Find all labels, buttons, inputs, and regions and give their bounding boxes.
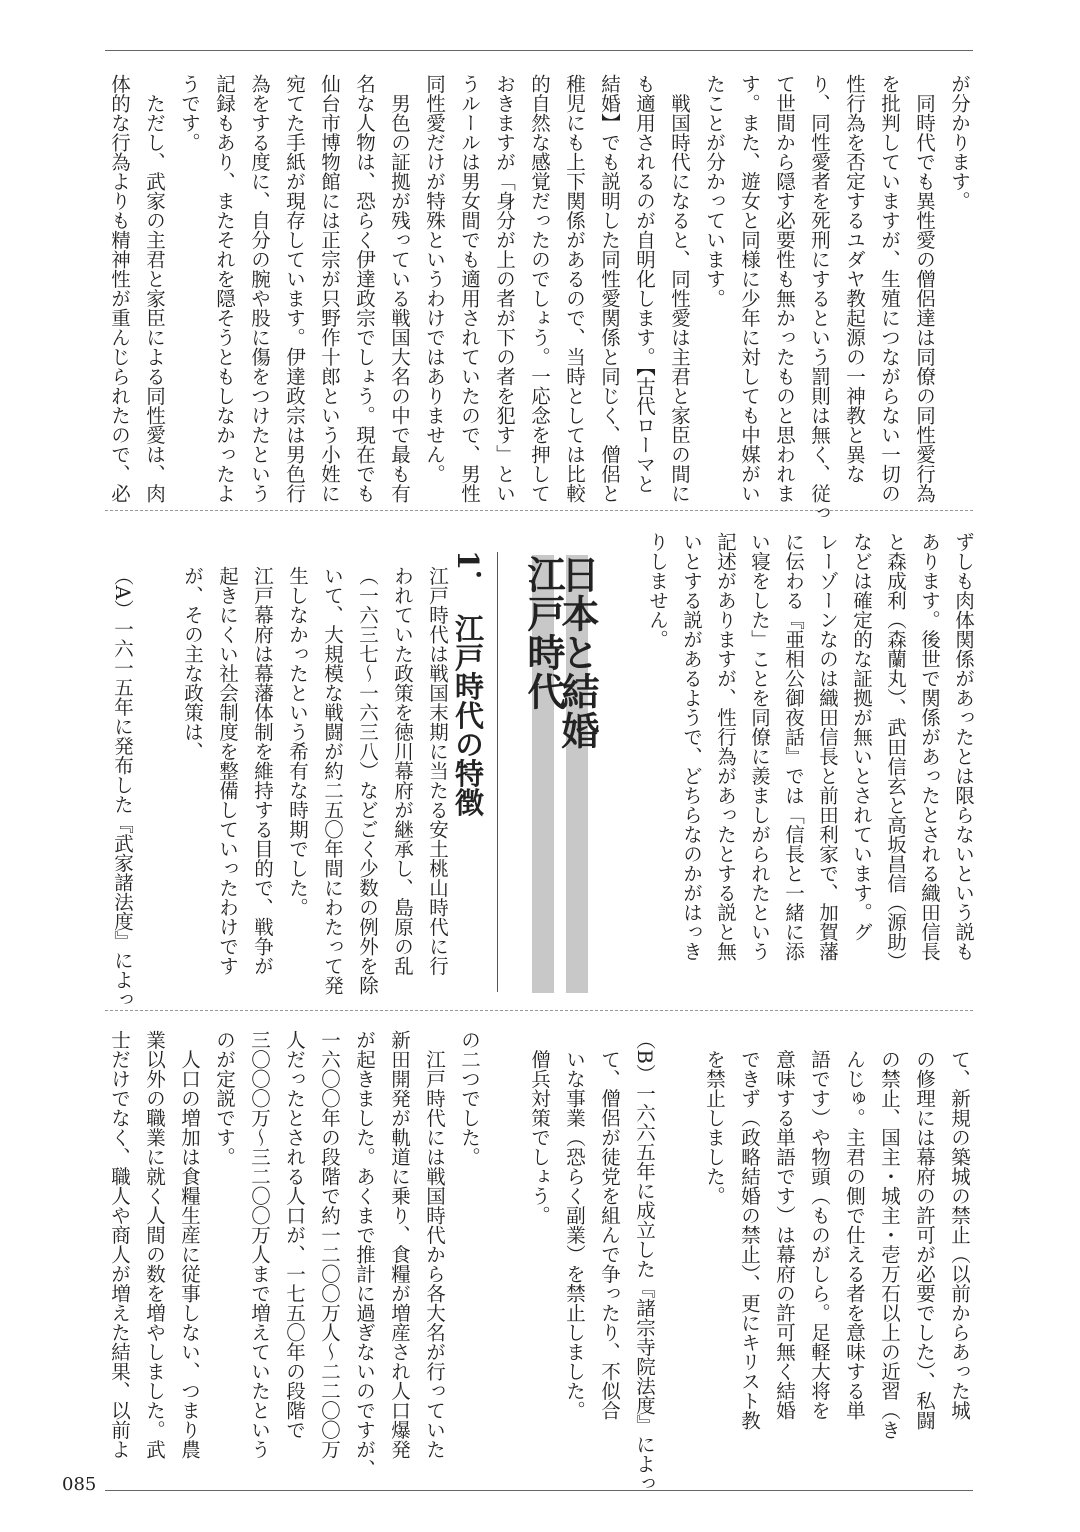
top-text-block — [107, 74, 977, 523]
top-rule — [105, 50, 973, 51]
text-column: などは確定的な証拠が無いとされています。グ — [850, 532, 873, 942]
text-column: と森成利（森蘭丸）、武田信玄と高坂昌信（源助） — [884, 532, 907, 971]
text-column: 業以外の職業に就く人間の数を増やしました。武 — [143, 1030, 166, 1459]
text-column: 三〇〇〇万～三二〇〇万人まで増えていたという — [248, 1030, 271, 1459]
text-column: いとする説があるようで、どちらなのかがはっき — [680, 532, 703, 961]
text-column: が、その主な政策は、 — [181, 566, 204, 761]
bottom-text-block — [107, 1030, 977, 1493]
text-column: 意味する単語です）は幕府の許可無く結婚 — [773, 1030, 796, 1420]
text-column: を批判していますが、生殖につながらない一切の — [878, 74, 901, 503]
text-column: （B）一六六五年に成立した『諸宗寺院法度』によっ — [633, 1030, 656, 1493]
text-column: 仙台市博物館には正宗が只野作十郎という小姓に — [318, 74, 341, 503]
text-column: 僧兵対策でしょう。 — [528, 1030, 551, 1225]
text-column: が分かります。 — [948, 74, 971, 211]
chapter-title-line-1: 日本と結婚 — [555, 555, 600, 750]
page-number: 085 — [62, 1474, 97, 1495]
text-column: の二つでした。 — [458, 1030, 481, 1167]
text-column: す。また、遊女と同様に少年に対しても中媒がい — [738, 74, 761, 503]
middle-text-block-after — [110, 566, 455, 1010]
text-column: あります。後世で関係があったとされる織田信長 — [918, 532, 941, 961]
text-column: いて、大規模な戦闘が約二五〇年間にわたって発 — [321, 566, 344, 995]
text-column: 人口の増加は食糧生産に従事しない、つまり農 — [178, 1030, 201, 1459]
text-column: 戦国時代になると、同性愛は主君と家臣の間に — [668, 74, 691, 503]
text-column: ずしも肉体関係があったとは限らないという説も — [952, 532, 975, 961]
text-column: りしません。 — [646, 532, 669, 649]
text-column: たことが分かっています。 — [703, 74, 726, 308]
text-column: 人だったとされる人口が、一七五〇年の段階で — [283, 1030, 306, 1440]
text-column: い寝をした」ことを同僚に羨ましがられたという — [748, 532, 771, 961]
chapter-title-line-2: 江戸時代 — [521, 555, 566, 711]
section-divider-2 — [105, 1010, 973, 1011]
text-column: いな事業（恐らく副業）を禁止しました。 — [563, 1030, 586, 1420]
text-column: （A）一六一五年に発布した『武家諸法度』によっ — [111, 566, 134, 1010]
text-column: （一六三七～一六三八）などごく少数の例外を除 — [356, 566, 379, 995]
text-column: 名な人物は、恐らく伊達政宗でしょう。現在でも — [353, 74, 376, 503]
section-heading: 1． 江戸時代の特徴 — [451, 550, 485, 817]
text-column: 稚児にも上下関係があるので、当時としては比較 — [563, 74, 586, 503]
text-column: できず（政略結婚の禁止）、更にキリスト教 — [738, 1030, 761, 1430]
text-column: 体的な行為よりも精神性が重んじられたので、必 — [108, 74, 131, 503]
text-column: に伝わる『亜相公御夜話』では「信長と一緒に添 — [782, 532, 805, 961]
text-column: 宛てた手紙が現存しています。伊達政宗は男色行 — [283, 74, 306, 503]
text-column: 同性愛だけが特殊というわけではありません。 — [423, 74, 446, 484]
heading-rule — [497, 552, 498, 992]
text-column: 性行為を否定するユダヤ教起源の一神教と異な — [843, 74, 866, 484]
text-column: り、同性愛者を死刑にするという罰則は無く、従っ — [808, 74, 831, 523]
text-column: が起きました。あくまで推計に過ぎないのですが、 — [353, 1030, 376, 1479]
text-column: んじゅ。主君の側で仕える者を意味する単 — [843, 1030, 866, 1420]
text-column: の修理には幕府の許可が必要でした）、私闘 — [913, 1030, 936, 1430]
text-column — [487, 1030, 522, 1490]
text-column: のが定説です。 — [213, 1030, 236, 1167]
bottom-rule — [105, 1490, 973, 1491]
text-column: 為をする度に、自分の腕や股に傷をつけたという — [248, 74, 271, 503]
text-column: 語です）や物頭（ものがしら。足軽大将を — [808, 1030, 831, 1420]
text-column: 士だけでなく、職人や商人が増えた結果、以前よ — [108, 1030, 131, 1459]
text-column: 新田開発が軌道に乗り、食糧が増産され人口爆発 — [388, 1030, 411, 1459]
text-column: も適用されるのが自明化します。【古代ローマと — [633, 74, 656, 494]
text-column: うです。 — [178, 74, 201, 152]
text-column — [140, 566, 175, 996]
text-column: 江戸時代は戦国末期に当たる安土桃山時代に行 — [426, 566, 449, 976]
text-column: 男色の証拠が残っている戦国大名の中で最も有 — [388, 74, 411, 503]
text-column: 江戸時代には戦国時代から各大名が行っていた — [423, 1030, 446, 1459]
text-column: 生しなかったという希有な時期でした。 — [286, 566, 309, 917]
text-column — [662, 1030, 697, 1490]
text-column: て、新規の築城の禁止（以前からあった城 — [948, 1030, 971, 1420]
text-column: て世間から隠す必要性も無かったものと思われま — [773, 74, 796, 503]
text-column: を禁止しました。 — [703, 1030, 726, 1206]
text-column: おきますが「身分が上の者が下の者を犯す」とい — [493, 74, 516, 503]
text-column: レーゾーンなのは織田信長と前田利家で、加賀藩 — [816, 532, 839, 961]
text-column: 起きにくい社会制度を整備していったわけです — [216, 566, 239, 976]
text-column: 結婚】でも説明した同性愛関係と同じく、僧侶と — [598, 74, 621, 503]
text-column: 一六〇〇年の段階で約一二〇〇万人～二二〇〇万 — [318, 1030, 341, 1459]
text-column: 江戸幕府は幕藩体制を維持する目的で、戦争が — [251, 566, 274, 976]
middle-text-block-before — [640, 532, 980, 992]
text-column: われていた政策を徳川幕府が継承し、島原の乱 — [391, 566, 414, 976]
text-column: 記述がありますが、性行為があったとする説と無 — [714, 532, 737, 961]
text-column: 同時代でも異性愛の僧侶達は同僚の同性愛行為 — [913, 74, 936, 503]
text-column: 記録もあり、またそれを隠そうともしなかったよ — [213, 74, 236, 503]
text-column: 的自然な感覚だったのでしょう。一応念を押して — [528, 74, 551, 503]
text-column: の禁止、国主・城主・壱万石以上の近習（き — [878, 1030, 901, 1440]
text-column: ただし、武家の主君と家臣による同性愛は、肉 — [143, 74, 166, 503]
text-column: うルールは男女間でも適用されていたので、男性 — [458, 74, 481, 503]
text-column: て、僧侶が徒党を組んで争ったり、不似合 — [598, 1030, 621, 1420]
